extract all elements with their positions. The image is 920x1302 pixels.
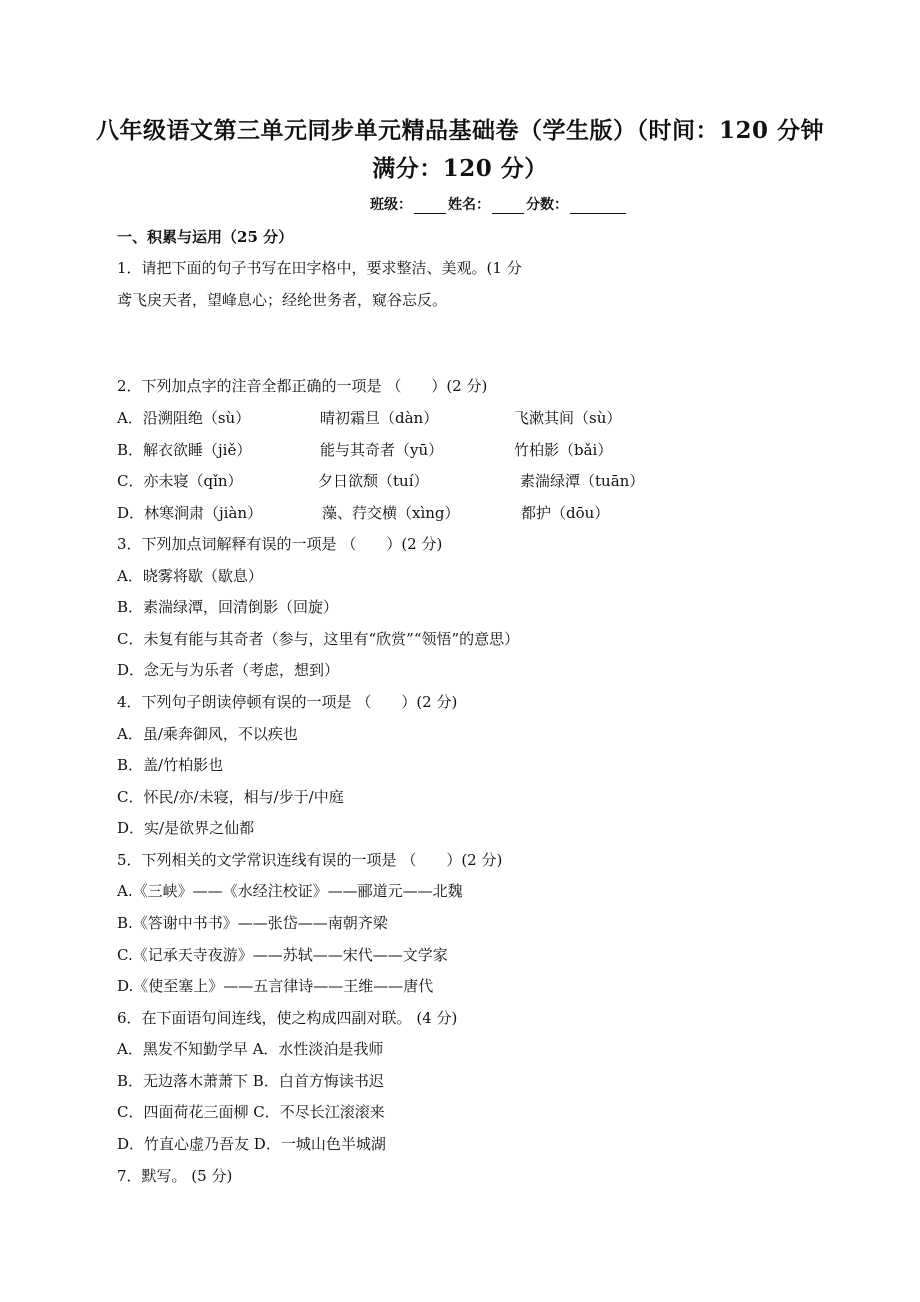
q6-option-d: D．竹直心虚乃吾友 D．一城山色半城湖 (117, 1135, 386, 1153)
q7-stem: 7．默写。 (5 分) (117, 1167, 233, 1185)
page-title-line1: 八年级语文第三单元同步单元精品基础卷（学生版）（时间：120 分钟 (95, 117, 825, 144)
q3-option-d: D．念无与为乐者（考虑，想到） (117, 661, 340, 679)
name-blank[interactable] (492, 199, 524, 214)
student-info-row (370, 194, 628, 214)
q3-stem: 3．下列加点词解释有误的一项是 （ ）(2 分) (117, 535, 443, 553)
q1-stem: 1．请把下面的句子书写在田字格中，要求整洁、美观。(1 分 (117, 259, 522, 277)
q3-option-b: B．素湍绿潭，回清倒影（回旋） (117, 598, 339, 616)
q1-text: 鸢飞戾天者，望峰息心；经纶世务者，窥谷忘反。 (117, 291, 448, 309)
q3-option-a: A．晓雾将歇（歇息） (117, 567, 263, 585)
q6-option-c: C．四面荷花三面柳 C．不尽长江滚滚来 (117, 1103, 385, 1121)
q5-option-a: A.《三峡》——《水经注校证》——郦道元——北魏 (117, 882, 463, 900)
score-label: 分数： (526, 197, 568, 213)
q6-option-a: A．黑发不知勤学早 A．水性淡泊是我师 (117, 1040, 384, 1058)
q2-stem: 2．下列加点字的注音全都正确的一项是 （ ）(2 分) (117, 377, 488, 395)
name-label: 姓名： (448, 197, 490, 213)
q4-option-d: D．实/是欲界之仙都 (117, 819, 255, 837)
q4-option-c: C．怀民/亦/未寝，相与/步于/中庭 (117, 788, 344, 806)
score-blank[interactable] (570, 199, 626, 214)
exam-page: 八年级语文第三单元同步单元精品基础卷（学生版）（时间：120 分钟 满分：120 分） 班级： 姓名： 分数： 一、积累与运用（25 分） 1．请把下面的句子书写在田字格中，要求整洁、美观。(1 分 鸢飞戾天者，望峰息心；经纶世务者，窥谷忘反。 2．下列加点字的注音全都正确的一项是 （ ）(2 分) A．沿溯阻绝（sù） 晴初霜旦（dàn） 飞漱其间（sù） B．解衣欲睡（jiě） 能与其奇者（yū） 竹柏影（bǎi） C．亦未寝（qǐn） 夕日欲颓（tuí） 素湍绿潭（tuān） D．林寒涧肃（jiàn） 藻、荇交横（xìng） 都护（dōu） 3．下列加点词解释有误的一项是 （ ）(2 分) A．晓雾将歇（歇息） B．素湍绿潭，回清倒影（回旋） C．未复有能与其奇者（参与，这里有“欣赏”“领悟”的意思） D．念无与为乐者（考虑，想到） 4．下列句子朗读停顿有误的一项是 （ ）(2 分) A．虽/乘奔御风，不以疾也 B．盖/竹柏影也 C．怀民/亦/未寝，相与/步于/中庭 D．实/是欲界之仙都 5．下列相关的文学常识连线有误的一项是 （ ）(2 分) A.《三峡》——《水经注校证》——郦道元——北魏 B.《答谢中书书》——张岱——南朝齐梁 C.《记承天寺夜游》——苏轼——宋代——文学家 D.《使至塞上》——五言律诗——王维——唐代 6．在下面语句间连线，使之构成四副对联。 (4 分) A．黑发不知勤学早 A．水性淡泊是我师 B．无边落木萧萧下 B．白首方悔读书迟 C．四面荷花三面柳 C．不尽长江滚滚来 D．竹直心虚乃吾友 D．一城山色半城湖 7．默写。 (5 分) (0, 0, 920, 1302)
q4-option-a: A．虽/乘奔御风，不以疾也 (117, 725, 298, 743)
q3-option-c: C．未复有能与其奇者（参与，这里有“欣赏”“领悟”的意思） (117, 630, 520, 648)
class-blank[interactable] (414, 199, 446, 214)
q4-stem: 4．下列句子朗读停顿有误的一项是 （ ）(2 分) (117, 693, 458, 711)
class-label: 班级： (370, 197, 412, 213)
q6-option-b: B．无边落木萧萧下 B．白首方悔读书迟 (117, 1072, 384, 1090)
q6-stem: 6．在下面语句间连线，使之构成四副对联。 (4 分) (117, 1009, 458, 1027)
q5-option-b: B.《答谢中书书》——张岱——南朝齐梁 (117, 914, 388, 932)
page-title-line2: 满分：120 分） (372, 155, 548, 182)
section-heading: 一、积累与运用（25 分） (117, 228, 294, 246)
q5-option-d: D.《使至塞上》——五言律诗——王维——唐代 (117, 977, 434, 995)
q4-option-b: B．盖/竹柏影也 (117, 756, 224, 774)
q5-option-c: C.《记承天寺夜游》——苏轼——宋代——文学家 (117, 946, 448, 964)
q5-stem: 5．下列相关的文学常识连线有误的一项是 （ ）(2 分) (117, 851, 503, 869)
